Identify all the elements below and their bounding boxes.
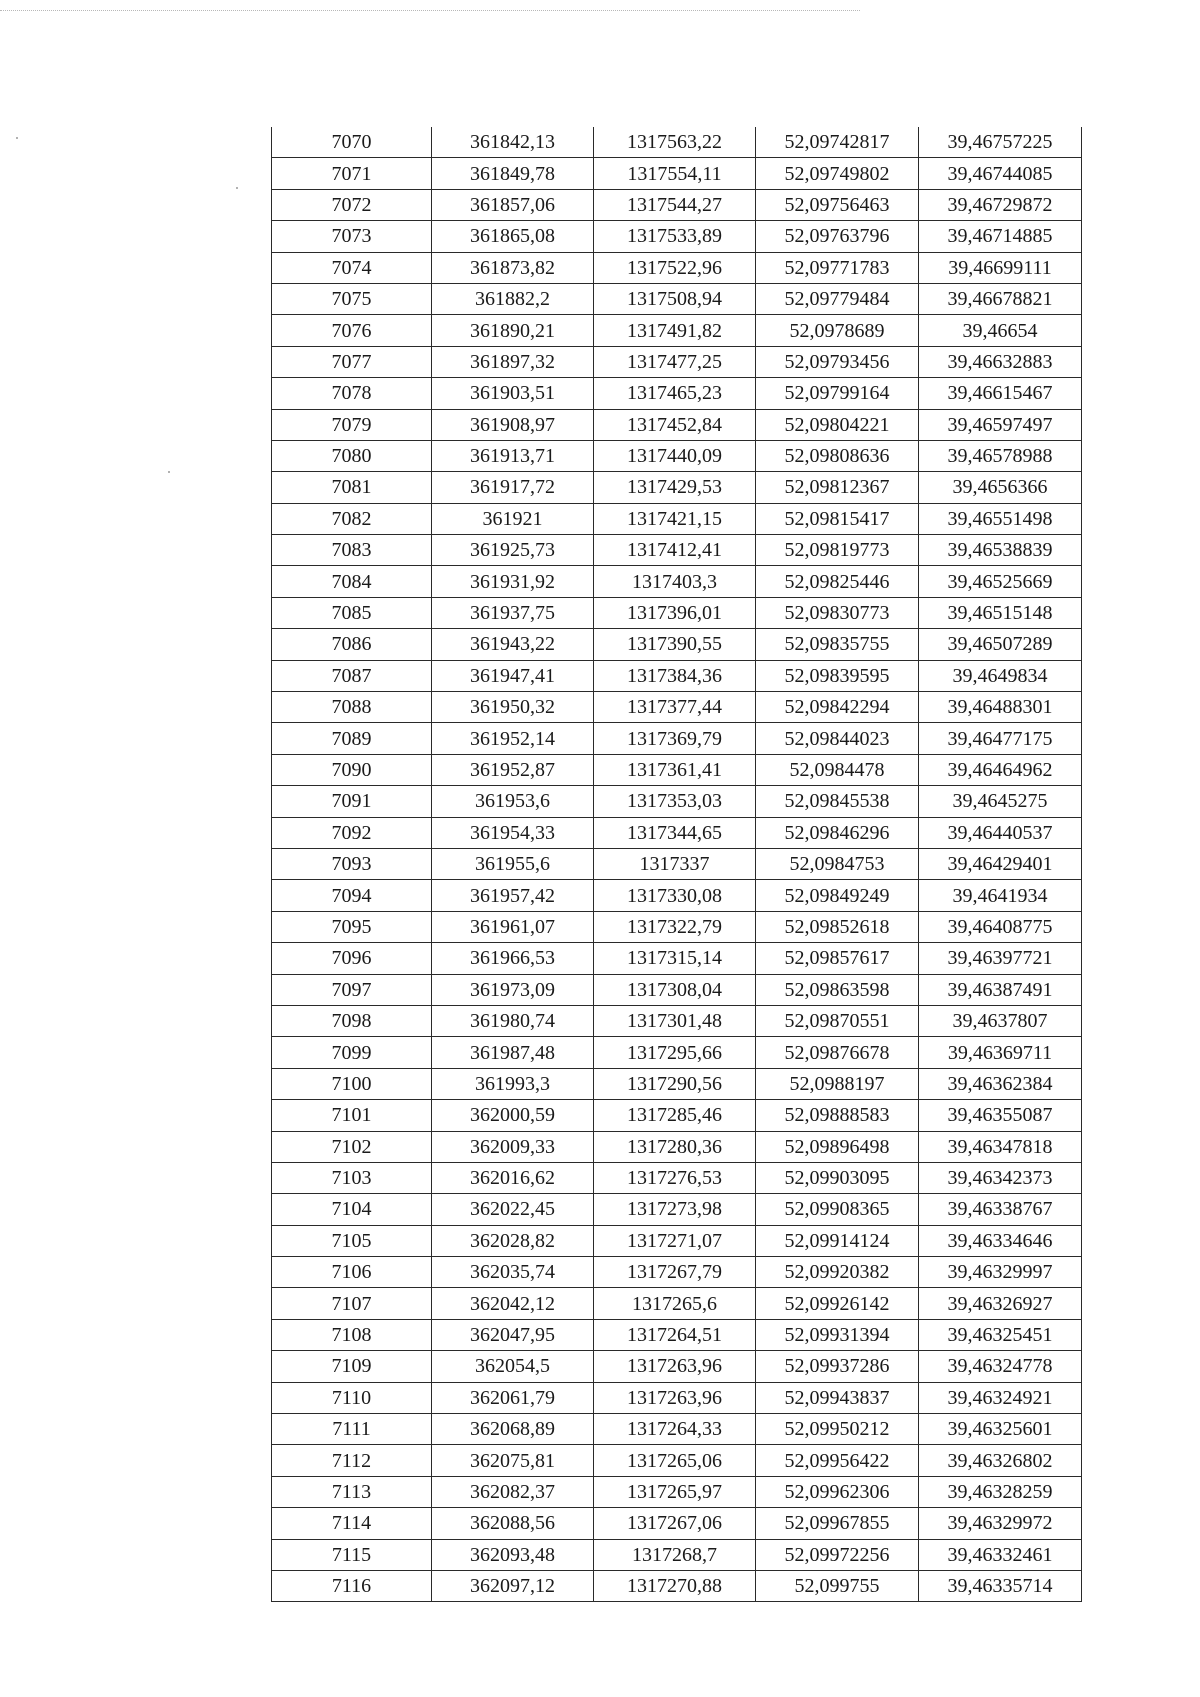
- point-number-cell: 7072: [272, 189, 432, 220]
- y-coordinate-cell: 1317377,44: [594, 692, 756, 723]
- table-row: [272, 1194, 1082, 1225]
- longitude-cell: 39,46699111: [919, 252, 1082, 283]
- x-coordinate-cell: 361966,53: [432, 943, 594, 974]
- point-number-cell: 7081: [272, 472, 432, 503]
- scan-speck: [16, 137, 18, 139]
- point-number-cell: 7106: [272, 1257, 432, 1288]
- x-coordinate-cell: 362028,82: [432, 1225, 594, 1256]
- table-row: [272, 1570, 1082, 1601]
- latitude-cell: 52,09846296: [756, 817, 919, 848]
- latitude-cell: 52,09870551: [756, 1005, 919, 1036]
- y-coordinate-cell: 1317265,06: [594, 1445, 756, 1476]
- table-row: [272, 503, 1082, 534]
- table-row: [272, 189, 1082, 220]
- latitude-cell: 52,09825446: [756, 566, 919, 597]
- table-row: [272, 535, 1082, 566]
- table-row: [272, 660, 1082, 691]
- y-coordinate-cell: 1317477,25: [594, 346, 756, 377]
- y-coordinate-cell: 1317264,33: [594, 1414, 756, 1445]
- table-row: [272, 723, 1082, 754]
- point-number-cell: 7082: [272, 503, 432, 534]
- point-number-cell: 7077: [272, 346, 432, 377]
- point-number-cell: 7112: [272, 1445, 432, 1476]
- x-coordinate-cell: 362093,48: [432, 1539, 594, 1570]
- latitude-cell: 52,09931394: [756, 1319, 919, 1350]
- x-coordinate-cell: 362042,12: [432, 1288, 594, 1319]
- longitude-cell: 39,4645275: [919, 786, 1082, 817]
- table-row: [272, 409, 1082, 440]
- x-coordinate-cell: 361937,75: [432, 597, 594, 628]
- longitude-cell: 39,46408775: [919, 911, 1082, 942]
- y-coordinate-cell: 1317344,65: [594, 817, 756, 848]
- x-coordinate-cell: 361921: [432, 503, 594, 534]
- table-row: [272, 346, 1082, 377]
- x-coordinate-cell: 361925,73: [432, 535, 594, 566]
- point-number-cell: 7073: [272, 221, 432, 252]
- x-coordinate-cell: 361987,48: [432, 1037, 594, 1068]
- longitude-cell: 39,46477175: [919, 723, 1082, 754]
- table-row: [272, 1445, 1082, 1476]
- table-row: [272, 911, 1082, 942]
- y-coordinate-cell: 1317412,41: [594, 535, 756, 566]
- longitude-cell: 39,46334646: [919, 1225, 1082, 1256]
- table-row: [272, 1382, 1082, 1413]
- x-coordinate-cell: 361961,07: [432, 911, 594, 942]
- latitude-cell: 52,09896498: [756, 1131, 919, 1162]
- y-coordinate-cell: 1317390,55: [594, 629, 756, 660]
- point-number-cell: 7102: [272, 1131, 432, 1162]
- x-coordinate-cell: 361943,22: [432, 629, 594, 660]
- longitude-cell: 39,46464962: [919, 754, 1082, 785]
- table-row: [272, 1319, 1082, 1350]
- y-coordinate-cell: 1317554,11: [594, 158, 756, 189]
- point-number-cell: 7095: [272, 911, 432, 942]
- point-number-cell: 7107: [272, 1288, 432, 1319]
- y-coordinate-cell: 1317265,6: [594, 1288, 756, 1319]
- latitude-cell: 52,09926142: [756, 1288, 919, 1319]
- y-coordinate-cell: 1317264,51: [594, 1319, 756, 1350]
- y-coordinate-cell: 1317361,41: [594, 754, 756, 785]
- point-number-cell: 7099: [272, 1037, 432, 1068]
- x-coordinate-cell: 361882,2: [432, 283, 594, 314]
- point-number-cell: 7092: [272, 817, 432, 848]
- latitude-cell: 52,09763796: [756, 221, 919, 252]
- scan-speck: [236, 187, 238, 189]
- point-number-cell: 7103: [272, 1162, 432, 1193]
- point-number-cell: 7085: [272, 597, 432, 628]
- latitude-cell: 52,09962306: [756, 1476, 919, 1507]
- longitude-cell: 39,46335714: [919, 1570, 1082, 1601]
- longitude-cell: 39,4641934: [919, 880, 1082, 911]
- longitude-cell: 39,46678821: [919, 283, 1082, 314]
- y-coordinate-cell: 1317270,88: [594, 1570, 756, 1601]
- latitude-cell: 52,09742817: [756, 127, 919, 158]
- y-coordinate-cell: 1317322,79: [594, 911, 756, 942]
- longitude-cell: 39,4637807: [919, 1005, 1082, 1036]
- x-coordinate-cell: 361980,74: [432, 1005, 594, 1036]
- point-number-cell: 7074: [272, 252, 432, 283]
- latitude-cell: 52,09842294: [756, 692, 919, 723]
- table-row: [272, 221, 1082, 252]
- longitude-cell: 39,46440537: [919, 817, 1082, 848]
- y-coordinate-cell: 1317533,89: [594, 221, 756, 252]
- latitude-cell: 52,09972256: [756, 1539, 919, 1570]
- table-row: [272, 943, 1082, 974]
- longitude-cell: 39,46507289: [919, 629, 1082, 660]
- latitude-cell: 52,09749802: [756, 158, 919, 189]
- point-number-cell: 7108: [272, 1319, 432, 1350]
- longitude-cell: 39,46329972: [919, 1508, 1082, 1539]
- table-row: [272, 440, 1082, 471]
- y-coordinate-cell: 1317544,27: [594, 189, 756, 220]
- x-coordinate-cell: 362068,89: [432, 1414, 594, 1445]
- latitude-cell: 52,09799164: [756, 378, 919, 409]
- longitude-cell: 39,46332461: [919, 1539, 1082, 1570]
- point-number-cell: 7089: [272, 723, 432, 754]
- latitude-cell: 52,09908365: [756, 1194, 919, 1225]
- point-number-cell: 7084: [272, 566, 432, 597]
- longitude-cell: 39,4649834: [919, 660, 1082, 691]
- y-coordinate-cell: 1317403,3: [594, 566, 756, 597]
- longitude-cell: 39,46326927: [919, 1288, 1082, 1319]
- latitude-cell: 52,09956422: [756, 1445, 919, 1476]
- y-coordinate-cell: 1317330,08: [594, 880, 756, 911]
- table-row: [272, 283, 1082, 314]
- table-row: [272, 974, 1082, 1005]
- latitude-cell: 52,099755: [756, 1570, 919, 1601]
- x-coordinate-cell: 361931,92: [432, 566, 594, 597]
- point-number-cell: 7079: [272, 409, 432, 440]
- scan-speck: [168, 471, 170, 473]
- x-coordinate-cell: 361865,08: [432, 221, 594, 252]
- longitude-cell: 39,46654: [919, 315, 1082, 346]
- latitude-cell: 52,0978689: [756, 315, 919, 346]
- longitude-cell: 39,46538839: [919, 535, 1082, 566]
- point-number-cell: 7109: [272, 1351, 432, 1382]
- longitude-cell: 39,46328259: [919, 1476, 1082, 1507]
- y-coordinate-cell: 1317265,97: [594, 1476, 756, 1507]
- longitude-cell: 39,46325601: [919, 1414, 1082, 1445]
- y-coordinate-cell: 1317271,07: [594, 1225, 756, 1256]
- point-number-cell: 7088: [272, 692, 432, 723]
- y-coordinate-cell: 1317384,36: [594, 660, 756, 691]
- x-coordinate-cell: 362082,37: [432, 1476, 594, 1507]
- table-row: [272, 1288, 1082, 1319]
- y-coordinate-cell: 1317263,96: [594, 1351, 756, 1382]
- latitude-cell: 52,09819773: [756, 535, 919, 566]
- x-coordinate-cell: 361950,32: [432, 692, 594, 723]
- point-number-cell: 7111: [272, 1414, 432, 1445]
- latitude-cell: 52,09839595: [756, 660, 919, 691]
- table-row: [272, 848, 1082, 879]
- table-row: [272, 1131, 1082, 1162]
- point-number-cell: 7087: [272, 660, 432, 691]
- y-coordinate-cell: 1317263,96: [594, 1382, 756, 1413]
- x-coordinate-cell: 361953,6: [432, 786, 594, 817]
- y-coordinate-cell: 1317421,15: [594, 503, 756, 534]
- longitude-cell: 39,46515148: [919, 597, 1082, 628]
- point-number-cell: 7094: [272, 880, 432, 911]
- point-number-cell: 7070: [272, 127, 432, 158]
- y-coordinate-cell: 1317508,94: [594, 283, 756, 314]
- point-number-cell: 7113: [272, 1476, 432, 1507]
- latitude-cell: 52,09920382: [756, 1257, 919, 1288]
- point-number-cell: 7071: [272, 158, 432, 189]
- table-row: [272, 252, 1082, 283]
- longitude-cell: 39,46488301: [919, 692, 1082, 723]
- longitude-cell: 39,46362384: [919, 1068, 1082, 1099]
- x-coordinate-cell: 361890,21: [432, 315, 594, 346]
- latitude-cell: 52,09793456: [756, 346, 919, 377]
- latitude-cell: 52,09808636: [756, 440, 919, 471]
- latitude-cell: 52,09815417: [756, 503, 919, 534]
- longitude-cell: 39,46338767: [919, 1194, 1082, 1225]
- x-coordinate-cell: 362035,74: [432, 1257, 594, 1288]
- table-row: [272, 786, 1082, 817]
- x-coordinate-cell: 361857,06: [432, 189, 594, 220]
- table-row: [272, 1037, 1082, 1068]
- coordinates-table-body: [272, 127, 1082, 1602]
- table-row: [272, 378, 1082, 409]
- table-row: [272, 629, 1082, 660]
- longitude-cell: 39,46324778: [919, 1351, 1082, 1382]
- latitude-cell: 52,09863598: [756, 974, 919, 1005]
- y-coordinate-cell: 1317276,53: [594, 1162, 756, 1193]
- longitude-cell: 39,46324921: [919, 1382, 1082, 1413]
- x-coordinate-cell: 361954,33: [432, 817, 594, 848]
- y-coordinate-cell: 1317452,84: [594, 409, 756, 440]
- x-coordinate-cell: 361952,14: [432, 723, 594, 754]
- x-coordinate-cell: 362097,12: [432, 1570, 594, 1601]
- point-number-cell: 7090: [272, 754, 432, 785]
- y-coordinate-cell: 1317268,7: [594, 1539, 756, 1570]
- table-row: [272, 880, 1082, 911]
- longitude-cell: 39,46347818: [919, 1131, 1082, 1162]
- point-number-cell: 7116: [272, 1570, 432, 1601]
- longitude-cell: 39,46578988: [919, 440, 1082, 471]
- longitude-cell: 39,46329997: [919, 1257, 1082, 1288]
- longitude-cell: 39,46397721: [919, 943, 1082, 974]
- table-row: [272, 1351, 1082, 1382]
- scan-artifact-top-line: [0, 10, 860, 11]
- point-number-cell: 7078: [272, 378, 432, 409]
- latitude-cell: 52,09830773: [756, 597, 919, 628]
- y-coordinate-cell: 1317369,79: [594, 723, 756, 754]
- latitude-cell: 52,09943837: [756, 1382, 919, 1413]
- table-row: [272, 1100, 1082, 1131]
- x-coordinate-cell: 361947,41: [432, 660, 594, 691]
- y-coordinate-cell: 1317465,23: [594, 378, 756, 409]
- table-row: [272, 1257, 1082, 1288]
- y-coordinate-cell: 1317308,04: [594, 974, 756, 1005]
- table-row: [272, 158, 1082, 189]
- y-coordinate-cell: 1317522,96: [594, 252, 756, 283]
- point-number-cell: 7105: [272, 1225, 432, 1256]
- point-number-cell: 7110: [272, 1382, 432, 1413]
- x-coordinate-cell: 361873,82: [432, 252, 594, 283]
- table-row: [272, 1539, 1082, 1570]
- x-coordinate-cell: 362009,33: [432, 1131, 594, 1162]
- longitude-cell: 39,4656366: [919, 472, 1082, 503]
- y-coordinate-cell: 1317273,98: [594, 1194, 756, 1225]
- longitude-cell: 39,46342373: [919, 1162, 1082, 1193]
- latitude-cell: 52,09950212: [756, 1414, 919, 1445]
- latitude-cell: 52,09857617: [756, 943, 919, 974]
- x-coordinate-cell: 362016,62: [432, 1162, 594, 1193]
- longitude-cell: 39,46326802: [919, 1445, 1082, 1476]
- latitude-cell: 52,09852618: [756, 911, 919, 942]
- x-coordinate-cell: 362000,59: [432, 1100, 594, 1131]
- longitude-cell: 39,46714885: [919, 221, 1082, 252]
- latitude-cell: 52,09804221: [756, 409, 919, 440]
- point-number-cell: 7098: [272, 1005, 432, 1036]
- longitude-cell: 39,46744085: [919, 158, 1082, 189]
- table-row: [272, 1508, 1082, 1539]
- point-number-cell: 7114: [272, 1508, 432, 1539]
- point-number-cell: 7104: [272, 1194, 432, 1225]
- latitude-cell: 52,09876678: [756, 1037, 919, 1068]
- table-row: [272, 1068, 1082, 1099]
- latitude-cell: 52,0988197: [756, 1068, 919, 1099]
- y-coordinate-cell: 1317353,03: [594, 786, 756, 817]
- latitude-cell: 52,09845538: [756, 786, 919, 817]
- table-row: [272, 1476, 1082, 1507]
- longitude-cell: 39,46615467: [919, 378, 1082, 409]
- y-coordinate-cell: 1317315,14: [594, 943, 756, 974]
- table-row: [272, 1414, 1082, 1445]
- point-number-cell: 7075: [272, 283, 432, 314]
- y-coordinate-cell: 1317429,53: [594, 472, 756, 503]
- table-row: [272, 692, 1082, 723]
- x-coordinate-cell: 361849,78: [432, 158, 594, 189]
- x-coordinate-cell: 362075,81: [432, 1445, 594, 1476]
- coordinates-table: [271, 127, 1082, 1602]
- x-coordinate-cell: 361908,97: [432, 409, 594, 440]
- x-coordinate-cell: 362022,45: [432, 1194, 594, 1225]
- point-number-cell: 7115: [272, 1539, 432, 1570]
- y-coordinate-cell: 1317563,22: [594, 127, 756, 158]
- x-coordinate-cell: 361903,51: [432, 378, 594, 409]
- latitude-cell: 52,09914124: [756, 1225, 919, 1256]
- longitude-cell: 39,46551498: [919, 503, 1082, 534]
- x-coordinate-cell: 361973,09: [432, 974, 594, 1005]
- latitude-cell: 52,09756463: [756, 189, 919, 220]
- table-row: [272, 597, 1082, 628]
- table-row: [272, 315, 1082, 346]
- table-row: [272, 566, 1082, 597]
- x-coordinate-cell: 361842,13: [432, 127, 594, 158]
- y-coordinate-cell: 1317491,82: [594, 315, 756, 346]
- latitude-cell: 52,09779484: [756, 283, 919, 314]
- latitude-cell: 52,09812367: [756, 472, 919, 503]
- latitude-cell: 52,09771783: [756, 252, 919, 283]
- y-coordinate-cell: 1317337: [594, 848, 756, 879]
- table-row: [272, 1005, 1082, 1036]
- y-coordinate-cell: 1317396,01: [594, 597, 756, 628]
- table-row: [272, 754, 1082, 785]
- x-coordinate-cell: 362054,5: [432, 1351, 594, 1382]
- y-coordinate-cell: 1317267,06: [594, 1508, 756, 1539]
- point-number-cell: 7091: [272, 786, 432, 817]
- latitude-cell: 52,09835755: [756, 629, 919, 660]
- longitude-cell: 39,46387491: [919, 974, 1082, 1005]
- x-coordinate-cell: 362061,79: [432, 1382, 594, 1413]
- y-coordinate-cell: 1317285,46: [594, 1100, 756, 1131]
- point-number-cell: 7100: [272, 1068, 432, 1099]
- y-coordinate-cell: 1317295,66: [594, 1037, 756, 1068]
- latitude-cell: 52,0984753: [756, 848, 919, 879]
- x-coordinate-cell: 362047,95: [432, 1319, 594, 1350]
- longitude-cell: 39,46729872: [919, 189, 1082, 220]
- x-coordinate-cell: 361952,87: [432, 754, 594, 785]
- longitude-cell: 39,46597497: [919, 409, 1082, 440]
- longitude-cell: 39,46369711: [919, 1037, 1082, 1068]
- x-coordinate-cell: 361955,6: [432, 848, 594, 879]
- latitude-cell: 52,09849249: [756, 880, 919, 911]
- latitude-cell: 52,09937286: [756, 1351, 919, 1382]
- longitude-cell: 39,46757225: [919, 127, 1082, 158]
- point-number-cell: 7101: [272, 1100, 432, 1131]
- longitude-cell: 39,46525669: [919, 566, 1082, 597]
- point-number-cell: 7096: [272, 943, 432, 974]
- x-coordinate-cell: 361897,32: [432, 346, 594, 377]
- point-number-cell: 7093: [272, 848, 432, 879]
- table-row: [272, 472, 1082, 503]
- point-number-cell: 7086: [272, 629, 432, 660]
- x-coordinate-cell: 361957,42: [432, 880, 594, 911]
- longitude-cell: 39,46325451: [919, 1319, 1082, 1350]
- point-number-cell: 7097: [272, 974, 432, 1005]
- table-row: [272, 1225, 1082, 1256]
- longitude-cell: 39,46355087: [919, 1100, 1082, 1131]
- latitude-cell: 52,09888583: [756, 1100, 919, 1131]
- longitude-cell: 39,46429401: [919, 848, 1082, 879]
- point-number-cell: 7083: [272, 535, 432, 566]
- x-coordinate-cell: 361917,72: [432, 472, 594, 503]
- latitude-cell: 52,09903095: [756, 1162, 919, 1193]
- y-coordinate-cell: 1317440,09: [594, 440, 756, 471]
- y-coordinate-cell: 1317267,79: [594, 1257, 756, 1288]
- longitude-cell: 39,46632883: [919, 346, 1082, 377]
- table-row: [272, 127, 1082, 158]
- y-coordinate-cell: 1317280,36: [594, 1131, 756, 1162]
- x-coordinate-cell: 362088,56: [432, 1508, 594, 1539]
- x-coordinate-cell: 361913,71: [432, 440, 594, 471]
- point-number-cell: 7080: [272, 440, 432, 471]
- table-row: [272, 817, 1082, 848]
- table-row: [272, 1162, 1082, 1193]
- y-coordinate-cell: 1317301,48: [594, 1005, 756, 1036]
- x-coordinate-cell: 361993,3: [432, 1068, 594, 1099]
- latitude-cell: 52,09967855: [756, 1508, 919, 1539]
- latitude-cell: 52,0984478: [756, 754, 919, 785]
- point-number-cell: 7076: [272, 315, 432, 346]
- y-coordinate-cell: 1317290,56: [594, 1068, 756, 1099]
- latitude-cell: 52,09844023: [756, 723, 919, 754]
